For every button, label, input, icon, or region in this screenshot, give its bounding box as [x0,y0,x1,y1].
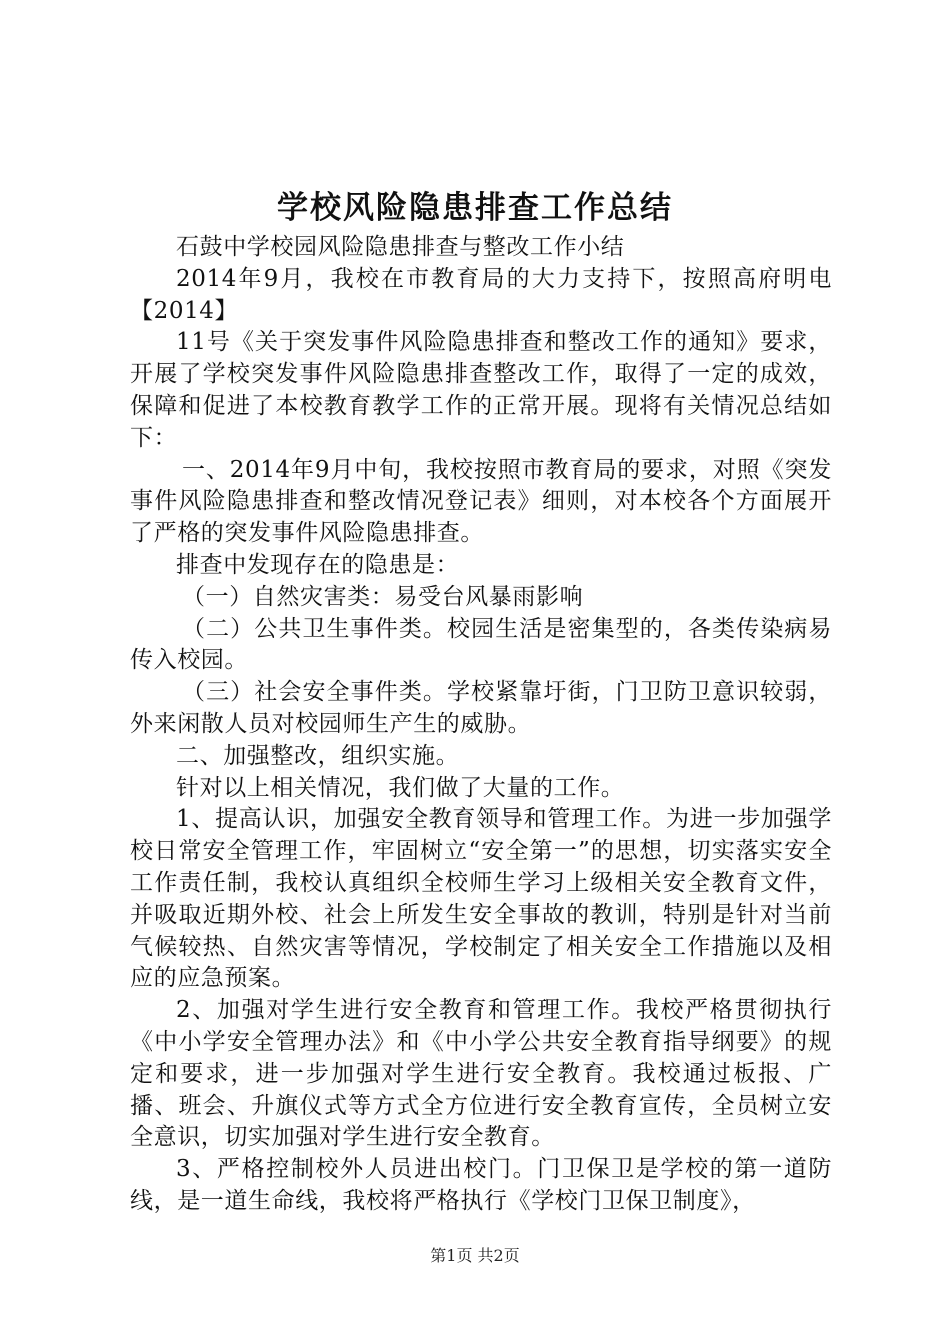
document-title: 学校风险隐患排查工作总结 [277,190,673,226]
paragraph-measure-3: 3、严格控制校外人员进出校门。门卫保卫是学校的第一道防线，是一道生命线，我校将严格执行《学校门卫保卫制度》， [130,1156,832,1214]
paragraph-measure-2: 2、加强对学生进行安全教育和管理工作。我校严格贯彻执行《中小学安全管理办法》和《中小学公共安全教育指导纲要》的规定和要求，进一步加强对学生进行安全教育。我校通过板报、广播、班会、升旗仪式等方式全方位进行安全教育宣传，全员树立安全意识，切实加强对学生进行安全教育。 [130,997,832,1151]
paragraph-hazard-security: （三）社会安全事件类。学校紧靠圩街，门卫防卫意识较弱，外来闲散人员对校园师生产生的威胁。 [130,679,832,737]
paragraph-measures-intro: 针对以上相关情况，我们做了大量的工作。 [176,774,625,801]
page-number-footer: 第1页 共2页 [430,1246,520,1265]
paragraph-intro: 2014年9月，我校在市教育局的大力支持下，按照高府明电【2014】 [130,265,832,324]
paragraph-section-two: 二、加强整改，组织实施。 [176,742,460,769]
document-body [130,232,832,1218]
paragraph-notice: 11号《关于突发事件风险隐患排查和整改工作的通知》要求，开展了学校突发事件风险隐患排查整改工作，取得了一定的成效，保障和促进了本校教育教学工作的正常开展。现将有关情况总结如下： [130,329,832,451]
paragraph-section-one: 一、2014年9月中旬，我校按照市教育局的要求，对照《突发事件风险隐患排查和整改情况登记表》细则，对本校各个方面展开了严格的突发事件风险隐患排查。 [130,456,832,547]
paragraph-hazard-natural: （一）自然灾害类：易受台风暴雨影响 [182,583,584,610]
paragraph-measure-1: 1、提高认识，加强安全教育领导和管理工作。为进一步加强学校日常安全管理工作，牢固树立“安全第一”的思想，切实落实安全工作责任制，我校认真组织全校师生学习上级相关安全教育文件，并吸取近期外校、社会上所发生安全事故的教训，特别是针对当前气候较热、自然灾害等情况，学校制定了相关安全工作措施以及相应的应急预案。 [130,806,832,992]
paragraph-hazard-health: （二）公共卫生事件类。校园生活是密集型的，各类传染病易传入校园。 [130,615,832,674]
paragraph-hazards-heading: 排查中发现存在的隐患是： [176,551,460,578]
paragraph-subtitle: 石鼓中学校园风险隐患排查与整改工作小结 [176,234,625,260]
